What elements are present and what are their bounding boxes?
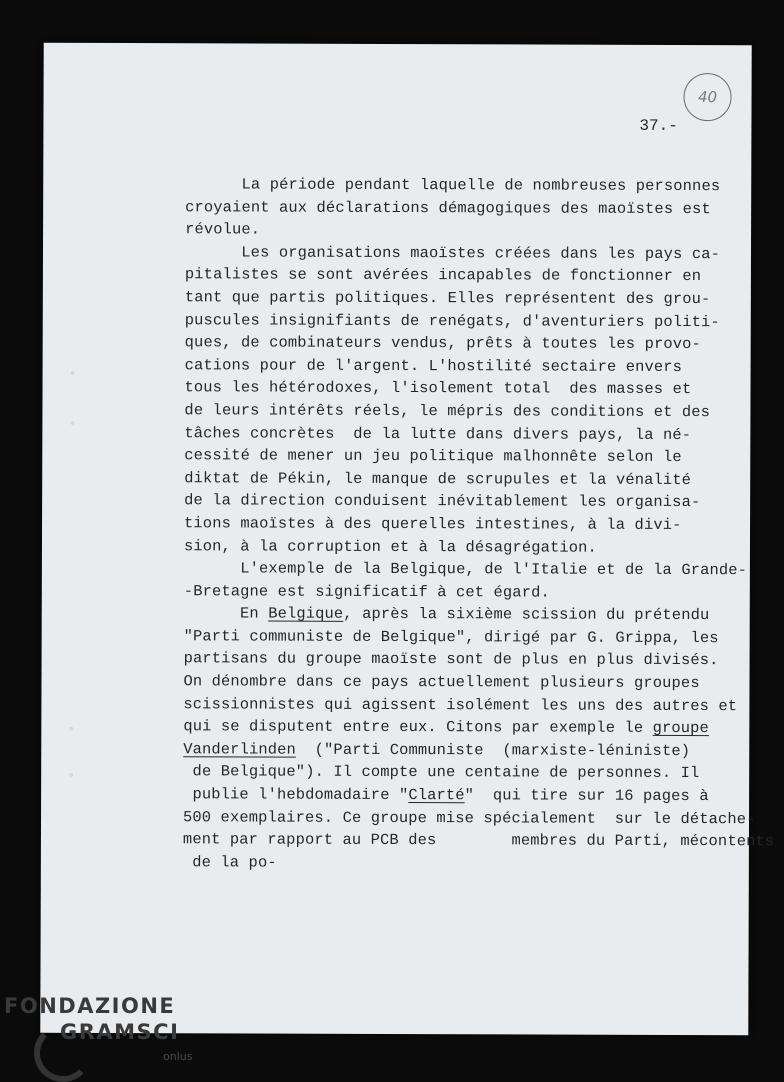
text-line: révolue. bbox=[185, 220, 261, 239]
text-line: de la po- bbox=[182, 853, 277, 872]
text-line: ment par rapport au PCB des membres du Parti, mécontents bbox=[182, 830, 775, 851]
text-line: diktat de Pékin, le manque de scrupules et la vénalité bbox=[184, 468, 692, 489]
text-line: On dénombre dans ce pays actuellement plusieurs groupes bbox=[183, 672, 700, 693]
text-line: pitalistes se sont avérées incapables de fonctionner en bbox=[184, 265, 702, 286]
text-line: Les organisations maoïstes créées dans les pays ca- bbox=[184, 243, 721, 263]
text-line: puscules insignifiants de renégats, d'aventuriers politi- bbox=[184, 310, 720, 331]
text-line: La période pendant laquelle de nombreuses personnes bbox=[185, 175, 721, 196]
margin-dot bbox=[71, 371, 75, 375]
text-line: Vanderlinden ("Parti Communiste (marxiste-léniniste) bbox=[183, 740, 691, 760]
text-line: de leurs intérêts réels, le mépris des conditions et des bbox=[184, 401, 711, 422]
text-line: tant que partis politiques. Elles représentent des grou- bbox=[184, 288, 711, 309]
text-line: tous les hétérodoxes, l'isolement total des masses et bbox=[184, 378, 692, 399]
watermark-line2: GRAMSCI bbox=[60, 1020, 180, 1044]
text-line: cations pour de l'argent. L'hostilité sectaire envers bbox=[184, 356, 683, 376]
text-line: sion, à la corruption et à la désagrégation. bbox=[183, 536, 597, 557]
text-line: scissionnistes qui agissent isolément les uns des autres et bbox=[183, 694, 738, 715]
underlined-term: Clarté bbox=[408, 786, 465, 805]
text-line: de la direction conduisent inévitablement les organisa- bbox=[184, 491, 701, 512]
underlined-term: Vanderlinden bbox=[183, 740, 296, 759]
text-line: qui se disputent entre eux. Citons par exemple le groupe bbox=[183, 717, 709, 738]
text-line: partisans du groupe maoïste sont de plus en plus divisés. bbox=[183, 649, 719, 670]
underlined-term: Belgique bbox=[268, 604, 344, 624]
body-text bbox=[182, 173, 775, 875]
page-number: 37.- bbox=[639, 116, 678, 135]
underlined-term: groupe bbox=[652, 719, 709, 738]
text-line: de Belgique"). Il compte une centaine de personnes. Il bbox=[183, 762, 700, 783]
archive-number-stamp: 40 bbox=[683, 73, 731, 121]
margin-dot bbox=[69, 727, 73, 731]
text-line: -Bretagne est significatif à cet égard. bbox=[183, 581, 550, 602]
text-line: L'exemple de la Belgique, de l'Italie et de la Grande- bbox=[183, 559, 748, 580]
text-line: 500 exemplaires. Ce groupe mise spécialement sur le détache- bbox=[182, 807, 756, 828]
margin-dot bbox=[69, 773, 73, 777]
document-page bbox=[40, 43, 775, 1035]
text-line: En Belgique, après la sixième scission du prétendu bbox=[183, 604, 710, 625]
text-line: croyaient aux déclarations démagogiques des maoïstes est bbox=[185, 197, 711, 218]
text-line: tâches concrètes de la lutte dans divers pays, la né- bbox=[184, 423, 692, 444]
margin-dot bbox=[70, 421, 74, 425]
text-line: cessité de mener un jeu politique malhonnête selon le bbox=[184, 446, 682, 467]
text-line: publie l'hebdomadaire "Clarté" qui tire sur 16 pages à bbox=[183, 785, 709, 806]
text-line: tions maoïstes à des querelles intestines, à la divi- bbox=[184, 514, 682, 534]
text-line: ques, de combinateurs vendus, prêts à toutes les provo- bbox=[184, 333, 701, 354]
fondazione-gramsci-watermark bbox=[4, 994, 204, 1044]
watermark-suffix: onlus bbox=[163, 1050, 193, 1063]
watermark-line1: FONDAZIONE bbox=[4, 994, 176, 1018]
text-line: "Parti communiste de Belgique", dirigé par G. Grippa, les bbox=[183, 627, 719, 648]
